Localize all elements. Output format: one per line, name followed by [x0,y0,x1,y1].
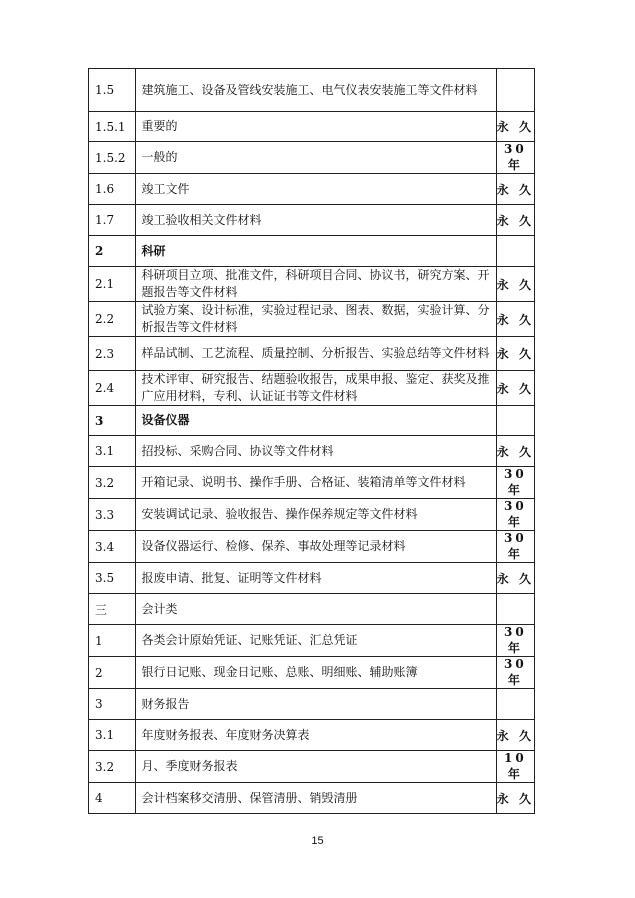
item-content: 科研项目立项、批准文件，科研项目合同、协议书，研究方案、开题报告等文件材料 [136,267,496,302]
item-content: 年度财务报表、年度财务决算表 [136,720,496,751]
retention-period: 永 久 [496,436,534,467]
table-row [89,499,535,531]
retention-period: 永 久 [496,563,534,594]
item-number: 1 [89,625,136,657]
table-row [89,467,535,499]
item-number: 2 [89,236,136,267]
item-number: 2.2 [89,302,136,337]
item-number: 3.3 [89,499,136,531]
item-number: 1.5.1 [89,112,136,142]
retention-period: 10 年 [496,751,534,783]
item-number: 1.7 [89,205,136,236]
retention-period [496,594,534,625]
item-content: 竣工验收相关文件材料 [136,205,496,236]
table-row [89,371,535,406]
item-content: 科研 [136,236,496,267]
item-content: 开箱记录、说明书、操作手册、合格证、装箱清单等文件材料 [136,467,496,499]
item-number: 2.3 [89,337,136,371]
retention-period: 30 年 [496,657,534,689]
item-number: 1.5 [89,69,136,112]
item-content: 技术评审、研究报告、结题验收报告，成果申报、鉴定、获奖及推广应用材料，专利、认证证书等文件材料 [136,371,496,406]
retention-period: 永 久 [496,302,534,337]
page-number: 15 [311,835,324,847]
table-row [89,657,535,689]
retention-period [496,69,534,112]
item-content: 试验方案、设计标准，实验过程记录、图表、数据，实验计算、分析报告等文件材料 [136,302,496,337]
item-content: 竣工文件 [136,174,496,205]
item-number: 3 [89,406,136,436]
item-number: 1.5.2 [89,142,136,174]
retention-period: 永 久 [496,112,534,142]
retention-period [496,236,534,267]
table-row [89,563,535,594]
retention-period: 30 年 [496,625,534,657]
item-number: 2.1 [89,267,136,302]
retention-period: 永 久 [496,371,534,406]
retention-period [496,689,534,720]
table-row [89,406,535,436]
item-content: 月、季度财务报表 [136,751,496,783]
item-content: 银行日记账、现金日记账、总账、明细账、辅助账簿 [136,657,496,689]
item-content: 重要的 [136,112,496,142]
retention-period: 永 久 [496,174,534,205]
item-number: 4 [89,783,136,814]
item-number: 3 [89,689,136,720]
table-row [89,689,535,720]
item-content: 财务报告 [136,689,496,720]
retention-period [496,406,534,436]
table-row [89,302,535,337]
retention-period: 30 年 [496,531,534,563]
table-row [89,594,535,625]
table-row [89,174,535,205]
table-row [89,142,535,174]
retention-period: 永 久 [496,783,534,814]
table-row [89,337,535,371]
table-row [89,436,535,467]
table-row [89,236,535,267]
item-number: 2 [89,657,136,689]
item-content: 建筑施工、设备及管线安装施工、电气仪表安装施工等文件材料 [136,69,496,112]
retention-period: 永 久 [496,205,534,236]
item-content: 会计档案移交清册、保管清册、销毁清册 [136,783,496,814]
item-content: 招投标、采购合同、协议等文件材料 [136,436,496,467]
item-content: 一般的 [136,142,496,174]
item-number: 3.4 [89,531,136,563]
item-content: 样品试制、工艺流程、质量控制、分析报告、实验总结等文件材料 [136,337,496,371]
item-content: 报废申请、批复、证明等文件材料 [136,563,496,594]
table-row [89,112,535,142]
item-number: 3.1 [89,436,136,467]
table-row [89,205,535,236]
table-row [89,720,535,751]
item-number: 3.1 [89,720,136,751]
item-number: 三 [89,594,136,625]
retention-period: 30 年 [496,499,534,531]
item-content: 设备仪器 [136,406,496,436]
retention-period: 永 久 [496,720,534,751]
item-number: 3.5 [89,563,136,594]
table-row [89,267,535,302]
retention-period: 30 年 [496,142,534,174]
item-number: 3.2 [89,751,136,783]
item-number: 1.6 [89,174,136,205]
item-number: 2.4 [89,371,136,406]
item-content: 各类会计原始凭证、记账凭证、汇总凭证 [136,625,496,657]
item-content: 会计类 [136,594,496,625]
table-row [89,69,535,112]
retention-period-table [88,68,535,814]
item-content: 设备仪器运行、检修、保养、事故处理等记录材料 [136,531,496,563]
retention-table-container [88,68,535,814]
table-row [89,751,535,783]
table-row [89,783,535,814]
table-row [89,625,535,657]
item-number: 3.2 [89,467,136,499]
retention-period: 30 年 [496,467,534,499]
table-row [89,531,535,563]
retention-period: 永 久 [496,337,534,371]
retention-period: 永 久 [496,267,534,302]
item-content: 安装调试记录、验收报告、操作保养规定等文件材料 [136,499,496,531]
